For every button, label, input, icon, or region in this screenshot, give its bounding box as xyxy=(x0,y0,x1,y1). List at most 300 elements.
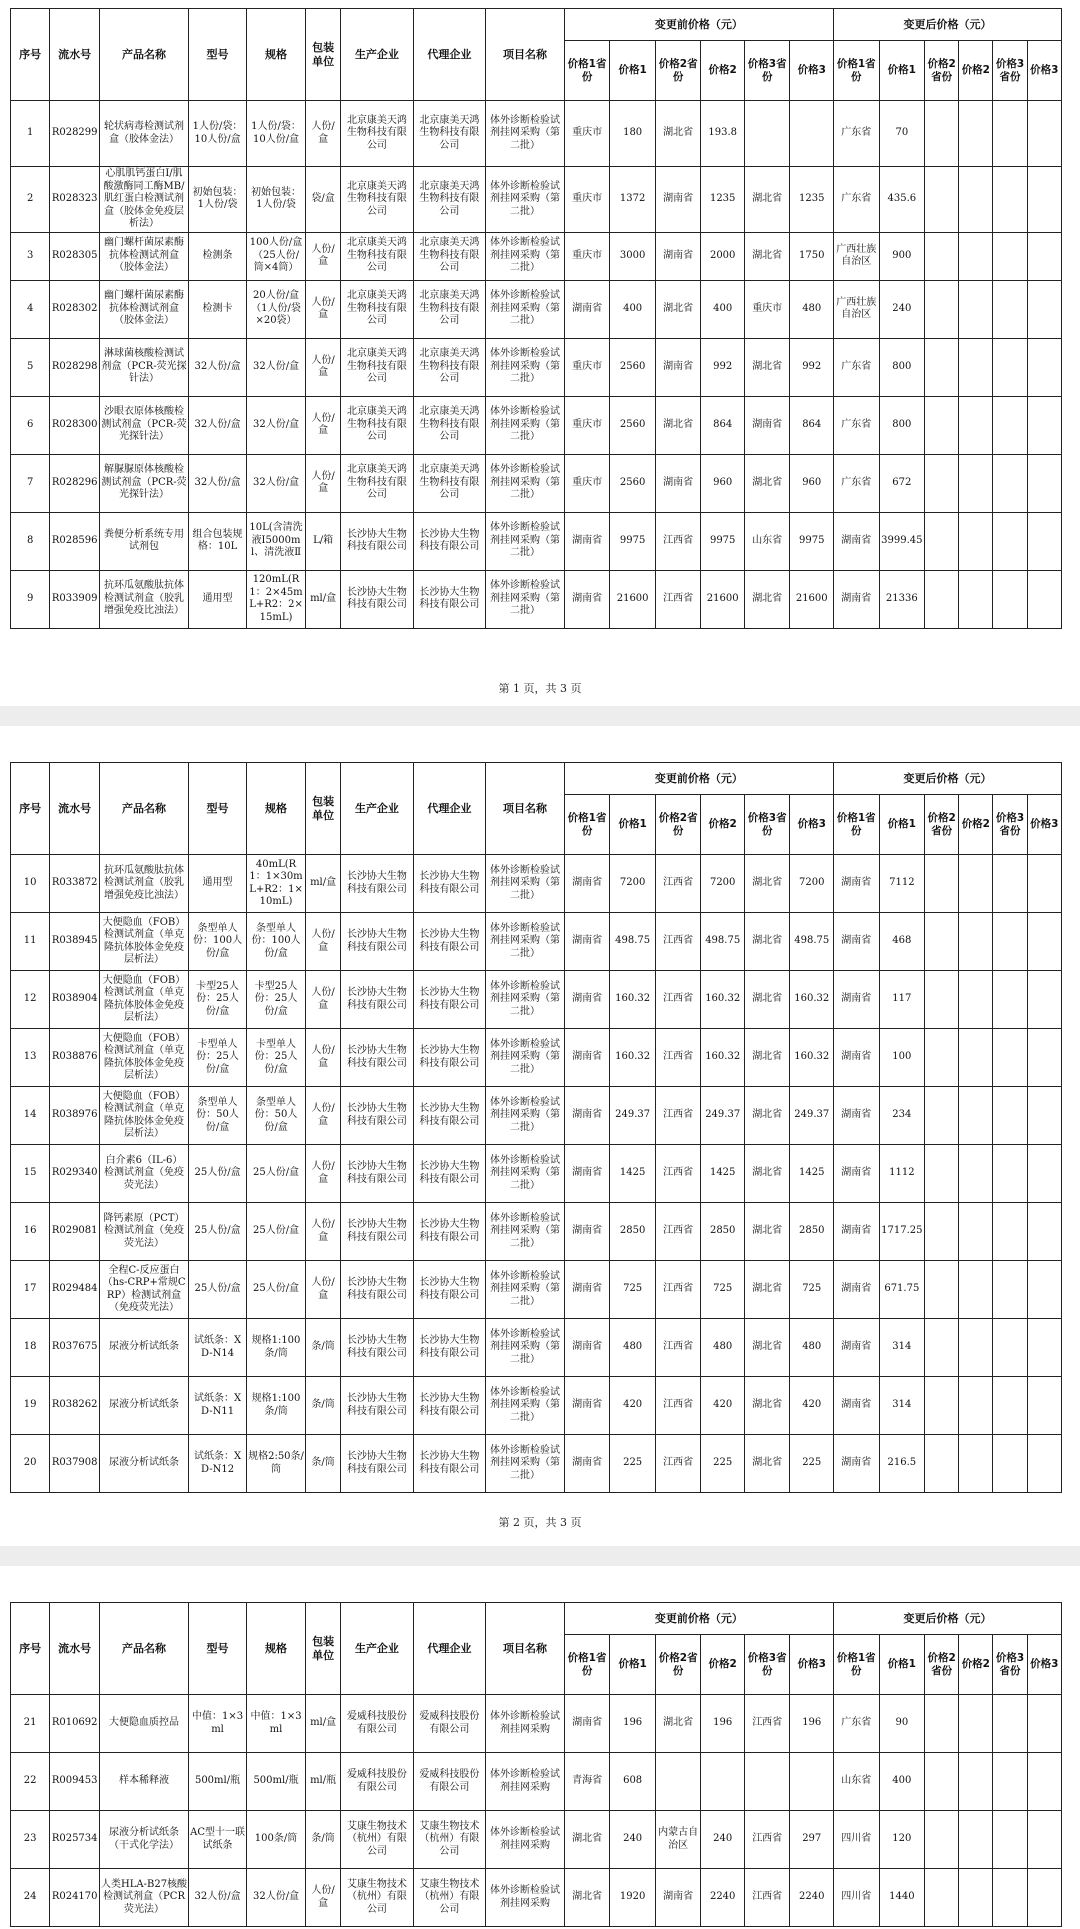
cell-before-p1-prov: 湖南省 xyxy=(564,1319,610,1377)
header-unit: 包装单位 xyxy=(306,9,341,101)
cell-model: 25人份/盒 xyxy=(189,1203,247,1261)
cell-before-p2-prov: 湖北省 xyxy=(655,280,701,338)
cell-project: 体外诊断检验试剂挂网采购 xyxy=(486,1753,565,1811)
cell-after-p1-prov: 湖南省 xyxy=(834,971,880,1029)
cell-maker: 长沙协大生物科技有限公司 xyxy=(341,1261,413,1319)
cell-after-p1-prov: 湖南省 xyxy=(834,1377,880,1435)
page-separator xyxy=(0,1546,1080,1566)
cell-after-p2 xyxy=(959,913,993,971)
cell-after-p3 xyxy=(1027,101,1061,167)
cell-before-p3 xyxy=(790,101,834,167)
cell-before-p1: 1372 xyxy=(610,167,656,233)
cell-after-p1: 900 xyxy=(879,232,925,280)
cell-seq: 18 xyxy=(11,1319,50,1377)
cell-before-p1: 608 xyxy=(610,1753,656,1811)
cell-spec: 1人份/袋：10人份/盒 xyxy=(247,101,306,167)
cell-before-p1-prov: 湖南省 xyxy=(564,280,610,338)
cell-serial: R038945 xyxy=(50,913,100,971)
header-spec: 规格 xyxy=(247,9,306,101)
cell-project: 体外诊断检验试剂挂网采购（第二批） xyxy=(486,512,565,570)
header-spec: 规格 xyxy=(247,763,306,855)
cell-before-p3: 1425 xyxy=(790,1145,834,1203)
cell-after-p3-prov xyxy=(993,971,1027,1029)
cell-seq: 24 xyxy=(11,1869,50,1927)
cell-before-p1-prov: 重庆市 xyxy=(564,101,610,167)
cell-before-p2: 225 xyxy=(701,1435,744,1493)
cell-serial: R028298 xyxy=(50,338,100,396)
cell-before-p2: 240 xyxy=(701,1811,744,1869)
table-row xyxy=(11,396,1062,454)
cell-after-p1: 1440 xyxy=(879,1869,925,1927)
cell-after-p1: 117 xyxy=(879,971,925,1029)
cell-maker: 艾康生物技术（杭州）有限公司 xyxy=(341,1869,413,1927)
cell-project: 体外诊断检验试剂挂网采购（第二批） xyxy=(486,338,565,396)
cell-model: 32人份/盒 xyxy=(189,396,247,454)
cell-project: 体外诊断检验试剂挂网采购（第二批） xyxy=(486,1377,565,1435)
cell-agent: 北京康美天鸿生物科技有限公司 xyxy=(413,101,485,167)
cell-after-p2-prov xyxy=(925,1377,959,1435)
cell-after-p1: 90 xyxy=(879,1695,925,1753)
cell-before-p1-prov: 湖南省 xyxy=(564,1695,610,1753)
cell-spec: 条型单人份：50人份/盒 xyxy=(247,1087,306,1145)
table-row xyxy=(11,971,1062,1029)
cell-agent: 长沙协大生物科技有限公司 xyxy=(413,913,485,971)
cell-spec: 初始包装：1人份/袋 xyxy=(247,167,306,233)
cell-unit: 人份/盒 xyxy=(306,1145,341,1203)
page-2 xyxy=(0,726,1080,1550)
cell-agent: 长沙协大生物科技有限公司 xyxy=(413,570,485,628)
cell-product: 抗环瓜氨酸肽抗体检测试剂盒（胶乳增强免疫比浊法） xyxy=(100,570,189,628)
cell-after-p1: 70 xyxy=(879,101,925,167)
cell-after-p2 xyxy=(959,1145,993,1203)
cell-maker: 长沙协大生物科技有限公司 xyxy=(341,855,413,913)
header-after-p2: 价格2 xyxy=(959,41,993,101)
cell-agent: 北京康美天鸿生物科技有限公司 xyxy=(413,454,485,512)
cell-after-p2-prov xyxy=(925,280,959,338)
cell-before-p2: 498.75 xyxy=(701,913,744,971)
cell-product: 大便隐血质控品 xyxy=(100,1695,189,1753)
header-after-p1: 价格1 xyxy=(879,795,925,855)
price-table xyxy=(10,1602,1062,1927)
cell-before-p2: 2240 xyxy=(701,1869,744,1927)
cell-maker: 爱威科技股份有限公司 xyxy=(341,1753,413,1811)
cell-before-p3: 7200 xyxy=(790,855,834,913)
cell-unit: 人份/盒 xyxy=(306,101,341,167)
cell-serial: R028296 xyxy=(50,454,100,512)
cell-unit: 条/筒 xyxy=(306,1377,341,1435)
table-row xyxy=(11,512,1062,570)
cell-after-p1-prov: 湖南省 xyxy=(834,512,880,570)
cell-before-p2-prov: 湖北省 xyxy=(655,396,701,454)
table-row xyxy=(11,338,1062,396)
cell-before-p1-prov: 湖南省 xyxy=(564,1087,610,1145)
cell-project: 体外诊断检验试剂挂网采购（第二批） xyxy=(486,1203,565,1261)
cell-before-p1: 160.32 xyxy=(610,971,656,1029)
cell-model: 试纸条：XD-N12 xyxy=(189,1435,247,1493)
cell-after-p1-prov: 湖南省 xyxy=(834,1435,880,1493)
cell-serial: R029081 xyxy=(50,1203,100,1261)
header-product: 产品名称 xyxy=(100,9,189,101)
cell-after-p2-prov xyxy=(925,1435,959,1493)
cell-maker: 长沙协大生物科技有限公司 xyxy=(341,512,413,570)
cell-after-p1: 216.5 xyxy=(879,1435,925,1493)
cell-before-p2-prov: 湖南省 xyxy=(655,454,701,512)
cell-after-p2 xyxy=(959,1203,993,1261)
cell-after-p3-prov xyxy=(993,1811,1027,1869)
cell-unit: ml/瓶 xyxy=(306,1753,341,1811)
cell-seq: 14 xyxy=(11,1087,50,1145)
cell-after-p1-prov: 四川省 xyxy=(834,1811,880,1869)
cell-after-p1-prov: 广东省 xyxy=(834,338,880,396)
cell-after-p2-prov xyxy=(925,971,959,1029)
cell-before-p1-prov: 湖南省 xyxy=(564,1377,610,1435)
cell-unit: 条/筒 xyxy=(306,1435,341,1493)
cell-after-p3-prov xyxy=(993,338,1027,396)
cell-before-p1-prov: 重庆市 xyxy=(564,454,610,512)
header-project: 项目名称 xyxy=(486,763,565,855)
cell-before-p1: 2560 xyxy=(610,454,656,512)
cell-agent: 长沙协大生物科技有限公司 xyxy=(413,1029,485,1087)
cell-after-p1-prov: 湖南省 xyxy=(834,570,880,628)
cell-before-p1: 21600 xyxy=(610,570,656,628)
cell-after-p3-prov xyxy=(993,1319,1027,1377)
cell-product: 大便隐血（FOB）检测试剂盒（单克隆抗体胶体金免疫层析法） xyxy=(100,1029,189,1087)
cell-seq: 23 xyxy=(11,1811,50,1869)
cell-spec: 中值：1×3ml xyxy=(247,1695,306,1753)
cell-after-p3 xyxy=(1027,1435,1061,1493)
cell-serial: R033909 xyxy=(50,570,100,628)
cell-seq: 16 xyxy=(11,1203,50,1261)
header-agent: 代理企业 xyxy=(413,9,485,101)
cell-before-p3-prov: 湖北省 xyxy=(744,1029,790,1087)
cell-after-p2-prov xyxy=(925,454,959,512)
cell-before-p3-prov: 江西省 xyxy=(744,1811,790,1869)
cell-unit: 人份/盒 xyxy=(306,1869,341,1927)
header-before-p1prov: 价格1省份 xyxy=(564,41,610,101)
header-project: 项目名称 xyxy=(486,9,565,101)
cell-model: 试纸条：XD-N14 xyxy=(189,1319,247,1377)
cell-before-p2-prov: 湖南省 xyxy=(655,167,701,233)
cell-spec: 32人份/盒 xyxy=(247,1869,306,1927)
cell-after-p1: 800 xyxy=(879,396,925,454)
cell-before-p3-prov: 湖北省 xyxy=(744,570,790,628)
cell-after-p1: 1112 xyxy=(879,1145,925,1203)
cell-unit: 人份/盒 xyxy=(306,1261,341,1319)
cell-product: 降钙素原（PCT）检测试剂盒（免疫荧光法） xyxy=(100,1203,189,1261)
cell-after-p1-prov: 山东省 xyxy=(834,1753,880,1811)
cell-product: 轮状病毒检测试剂盒（胶体金法） xyxy=(100,101,189,167)
cell-before-p3: 420 xyxy=(790,1377,834,1435)
cell-before-p3: 498.75 xyxy=(790,913,834,971)
cell-after-p3-prov xyxy=(993,1869,1027,1927)
table-row xyxy=(11,1435,1062,1493)
cell-before-p1: 420 xyxy=(610,1377,656,1435)
cell-after-p3-prov xyxy=(993,1203,1027,1261)
cell-product: 粪便分析系统专用试剂包 xyxy=(100,512,189,570)
cell-before-p3-prov: 湖北省 xyxy=(744,1435,790,1493)
cell-serial: R038876 xyxy=(50,1029,100,1087)
cell-after-p2 xyxy=(959,101,993,167)
cell-before-p1: 7200 xyxy=(610,855,656,913)
cell-after-p1-prov: 湖南省 xyxy=(834,1087,880,1145)
cell-before-p1: 196 xyxy=(610,1695,656,1753)
cell-model: 25人份/盒 xyxy=(189,1145,247,1203)
header-before-p2prov: 价格2省份 xyxy=(655,1635,701,1695)
cell-spec: 500ml/瓶 xyxy=(247,1753,306,1811)
cell-after-p1-prov: 广西壮族自治区 xyxy=(834,232,880,280)
cell-maker: 北京康美天鸿生物科技有限公司 xyxy=(341,101,413,167)
cell-after-p3 xyxy=(1027,338,1061,396)
cell-spec: 规格1:100条/筒 xyxy=(247,1377,306,1435)
header-after-p1: 价格1 xyxy=(879,1635,925,1695)
cell-after-p1-prov: 广西壮族自治区 xyxy=(834,280,880,338)
cell-model: 卡型25人份：25人份/盒 xyxy=(189,971,247,1029)
cell-before-p3: 2850 xyxy=(790,1203,834,1261)
cell-before-p3: 196 xyxy=(790,1695,834,1753)
cell-before-p2: 160.32 xyxy=(701,971,744,1029)
cell-before-p3: 160.32 xyxy=(790,1029,834,1087)
cell-before-p3-prov: 湖北省 xyxy=(744,232,790,280)
cell-agent: 北京康美天鸿生物科技有限公司 xyxy=(413,396,485,454)
cell-after-p2 xyxy=(959,1029,993,1087)
header-before-p3prov: 价格3省份 xyxy=(744,41,790,101)
cell-serial: R038976 xyxy=(50,1087,100,1145)
cell-before-p3 xyxy=(790,1753,834,1811)
cell-before-p3-prov: 湖北省 xyxy=(744,1203,790,1261)
cell-before-p2-prov: 江西省 xyxy=(655,1319,701,1377)
cell-before-p2-prov: 内蒙古自治区 xyxy=(655,1811,701,1869)
cell-model: 检测条 xyxy=(189,232,247,280)
cell-after-p3 xyxy=(1027,1145,1061,1203)
cell-agent: 长沙协大生物科技有限公司 xyxy=(413,1203,485,1261)
cell-after-p2-prov xyxy=(925,1753,959,1811)
cell-serial: R028300 xyxy=(50,396,100,454)
cell-model: 500ml/瓶 xyxy=(189,1753,247,1811)
cell-agent: 长沙协大生物科技有限公司 xyxy=(413,1319,485,1377)
table-row xyxy=(11,913,1062,971)
cell-before-p2: 7200 xyxy=(701,855,744,913)
cell-before-p3-prov xyxy=(744,101,790,167)
cell-after-p3-prov xyxy=(993,1261,1027,1319)
cell-unit: ml/盒 xyxy=(306,570,341,628)
cell-model: 试纸条：XD-N11 xyxy=(189,1377,247,1435)
cell-before-p3-prov: 湖北省 xyxy=(744,338,790,396)
cell-before-p1-prov: 湖南省 xyxy=(564,570,610,628)
cell-after-p1: 7112 xyxy=(879,855,925,913)
cell-unit: ml/盒 xyxy=(306,1695,341,1753)
cell-after-p3 xyxy=(1027,1087,1061,1145)
cell-unit: 人份/盒 xyxy=(306,338,341,396)
cell-spec: 规格2:50条/筒 xyxy=(247,1435,306,1493)
cell-before-p2: 2850 xyxy=(701,1203,744,1261)
cell-before-p1-prov: 湖南省 xyxy=(564,855,610,913)
cell-before-p3: 297 xyxy=(790,1811,834,1869)
cell-serial: R009453 xyxy=(50,1753,100,1811)
cell-product: 大便隐血（FOB）检测试剂盒（单克隆抗体胶体金免疫层析法） xyxy=(100,1087,189,1145)
cell-after-p3 xyxy=(1027,1869,1061,1927)
cell-before-p1-prov: 湖南省 xyxy=(564,512,610,570)
header-after-price: 变更后价格（元） xyxy=(834,9,1062,41)
cell-unit: 条/筒 xyxy=(306,1319,341,1377)
cell-after-p1-prov: 湖南省 xyxy=(834,913,880,971)
cell-model: 初始包装：1人份/袋 xyxy=(189,167,247,233)
cell-after-p3-prov xyxy=(993,855,1027,913)
table-row xyxy=(11,1087,1062,1145)
cell-before-p1-prov: 湖南省 xyxy=(564,1029,610,1087)
header-before-p1: 价格1 xyxy=(610,1635,656,1695)
cell-before-p1-prov: 湖南省 xyxy=(564,971,610,1029)
cell-before-p3: 1750 xyxy=(790,232,834,280)
cell-before-p1: 480 xyxy=(610,1319,656,1377)
cell-unit: L/箱 xyxy=(306,512,341,570)
cell-project: 体外诊断检验试剂挂网采购（第二批） xyxy=(486,1029,565,1087)
cell-after-p3-prov xyxy=(993,167,1027,233)
cell-before-p2-prov: 江西省 xyxy=(655,971,701,1029)
cell-product: 尿液分析试纸条 xyxy=(100,1435,189,1493)
cell-maker: 长沙协大生物科技有限公司 xyxy=(341,971,413,1029)
cell-seq: 17 xyxy=(11,1261,50,1319)
cell-unit: 人份/盒 xyxy=(306,1203,341,1261)
cell-unit: ml/盒 xyxy=(306,855,341,913)
cell-after-p1-prov: 湖南省 xyxy=(834,1029,880,1087)
cell-after-p2 xyxy=(959,167,993,233)
cell-after-p1-prov: 湖南省 xyxy=(834,855,880,913)
header-before-p3prov: 价格3省份 xyxy=(744,795,790,855)
cell-project: 体外诊断检验试剂挂网采购（第二批） xyxy=(486,1145,565,1203)
cell-before-p1-prov: 湖北省 xyxy=(564,1869,610,1927)
cell-before-p1: 160.32 xyxy=(610,1029,656,1087)
cell-after-p2-prov xyxy=(925,1695,959,1753)
table-row xyxy=(11,1029,1062,1087)
cell-serial: R025734 xyxy=(50,1811,100,1869)
cell-after-p1: 1717.25 xyxy=(879,1203,925,1261)
header-unit: 包装单位 xyxy=(306,1603,341,1695)
header-maker: 生产企业 xyxy=(341,763,413,855)
cell-before-p2: 249.37 xyxy=(701,1087,744,1145)
table-row xyxy=(11,232,1062,280)
cell-before-p2: 2000 xyxy=(701,232,744,280)
cell-before-p3-prov: 重庆市 xyxy=(744,280,790,338)
cell-project: 体外诊断检验试剂挂网采购（第二批） xyxy=(486,971,565,1029)
cell-after-p2-prov xyxy=(925,232,959,280)
cell-after-p2 xyxy=(959,1695,993,1753)
cell-after-p3-prov xyxy=(993,1029,1027,1087)
cell-maker: 北京康美天鸿生物科技有限公司 xyxy=(341,167,413,233)
cell-after-p3 xyxy=(1027,232,1061,280)
cell-before-p3-prov: 湖北省 xyxy=(744,454,790,512)
cell-after-p1-prov: 广东省 xyxy=(834,101,880,167)
cell-product: 样本稀释液 xyxy=(100,1753,189,1811)
cell-after-p1: 435.6 xyxy=(879,167,925,233)
cell-after-p1-prov: 湖南省 xyxy=(834,1319,880,1377)
cell-before-p2-prov: 江西省 xyxy=(655,855,701,913)
header-before-p3: 价格3 xyxy=(790,795,834,855)
cell-project: 体外诊断检验试剂挂网采购（第二批） xyxy=(486,167,565,233)
header-after-p1prov: 价格1省份 xyxy=(834,41,880,101)
page-1 xyxy=(0,0,1080,700)
cell-after-p3 xyxy=(1027,1377,1061,1435)
cell-before-p3-prov: 湖北省 xyxy=(744,167,790,233)
cell-spec: 32人份/盒 xyxy=(247,454,306,512)
cell-project: 体外诊断检验试剂挂网采购（第二批） xyxy=(486,232,565,280)
cell-after-p1-prov: 广东省 xyxy=(834,167,880,233)
cell-unit: 条/筒 xyxy=(306,1811,341,1869)
cell-model: 组合包装规格：10L xyxy=(189,512,247,570)
cell-after-p2 xyxy=(959,512,993,570)
cell-before-p3: 249.37 xyxy=(790,1087,834,1145)
cell-model: 检测卡 xyxy=(189,280,247,338)
cell-product: 尿液分析试纸条（干式化学法） xyxy=(100,1811,189,1869)
header-after-p1: 价格1 xyxy=(879,41,925,101)
page-3 xyxy=(0,1566,1080,1929)
cell-after-p3-prov xyxy=(993,1087,1027,1145)
header-agent: 代理企业 xyxy=(413,1603,485,1695)
price-table xyxy=(10,8,1062,629)
cell-maker: 长沙协大生物科技有限公司 xyxy=(341,1029,413,1087)
cell-before-p1: 180 xyxy=(610,101,656,167)
cell-before-p2-prov: 湖北省 xyxy=(655,101,701,167)
cell-after-p1: 21336 xyxy=(879,570,925,628)
cell-seq: 19 xyxy=(11,1377,50,1435)
cell-after-p1: 672 xyxy=(879,454,925,512)
cell-after-p1-prov: 湖南省 xyxy=(834,1145,880,1203)
cell-project: 体外诊断检验试剂挂网采购（第二批） xyxy=(486,1319,565,1377)
cell-after-p3 xyxy=(1027,167,1061,233)
cell-product: 全程C-反应蛋白（hs-CRP+常规CRP）检测试剂盒（免疫荧光法） xyxy=(100,1261,189,1319)
cell-before-p3-prov: 湖北省 xyxy=(744,1377,790,1435)
cell-before-p2-prov: 湖南省 xyxy=(655,232,701,280)
cell-after-p2 xyxy=(959,855,993,913)
cell-agent: 艾康生物技术（杭州）有限公司 xyxy=(413,1869,485,1927)
cell-after-p1: 100 xyxy=(879,1029,925,1087)
cell-before-p3-prov: 山东省 xyxy=(744,512,790,570)
cell-agent: 长沙协大生物科技有限公司 xyxy=(413,512,485,570)
cell-before-p1: 240 xyxy=(610,1811,656,1869)
header-before-p3: 价格3 xyxy=(790,41,834,101)
table-row xyxy=(11,1319,1062,1377)
cell-before-p1: 2850 xyxy=(610,1203,656,1261)
header-maker: 生产企业 xyxy=(341,1603,413,1695)
cell-before-p1-prov: 湖北省 xyxy=(564,1811,610,1869)
cell-spec: 32人份/盒 xyxy=(247,338,306,396)
table-row xyxy=(11,855,1062,913)
cell-model: 25人份/盒 xyxy=(189,1261,247,1319)
cell-before-p3-prov: 江西省 xyxy=(744,1695,790,1753)
header-model: 型号 xyxy=(189,9,247,101)
cell-serial: R024170 xyxy=(50,1869,100,1927)
header-before-p2: 价格2 xyxy=(701,41,744,101)
cell-before-p2-prov: 江西省 xyxy=(655,512,701,570)
cell-before-p2: 196 xyxy=(701,1695,744,1753)
cell-before-p3-prov: 湖北省 xyxy=(744,855,790,913)
cell-seq: 4 xyxy=(11,280,50,338)
cell-before-p2-prov xyxy=(655,1753,701,1811)
header-before-price: 变更前价格（元） xyxy=(564,9,833,41)
cell-before-p2-prov: 湖南省 xyxy=(655,1869,701,1927)
cell-before-p2-prov: 江西省 xyxy=(655,1203,701,1261)
cell-after-p3 xyxy=(1027,1695,1061,1753)
cell-spec: 卡型25人份：25人份/盒 xyxy=(247,971,306,1029)
header-product: 产品名称 xyxy=(100,763,189,855)
cell-serial: R037675 xyxy=(50,1319,100,1377)
cell-spec: 100人份/盒（25人份/筒×4筒） xyxy=(247,232,306,280)
table-row xyxy=(11,167,1062,233)
header-after-p1prov: 价格1省份 xyxy=(834,1635,880,1695)
cell-model: 卡型单人份：25人份/盒 xyxy=(189,1029,247,1087)
cell-seq: 15 xyxy=(11,1145,50,1203)
table-row xyxy=(11,1869,1062,1927)
cell-spec: 120mL(R1：2×45mL+R2：2×15mL) xyxy=(247,570,306,628)
